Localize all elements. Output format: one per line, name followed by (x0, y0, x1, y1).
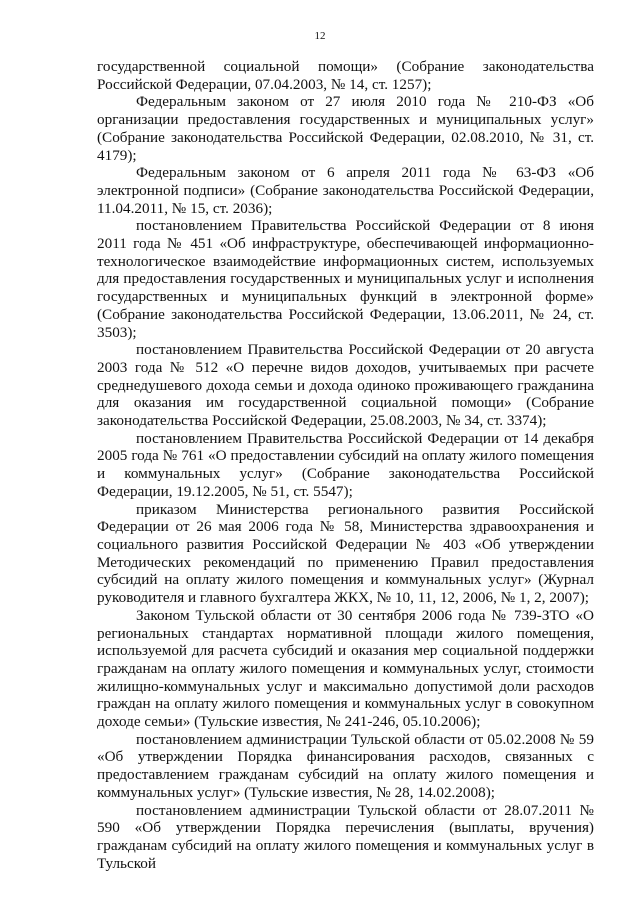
paragraph-2: Федеральным законом от 27 июля 2010 года № 210-ФЗ «Об организации предоставления государственных и муниципальных услуг» (Собрание законодательства Российской Федерации, 02.08.2010, № 31, ст. 4179); (97, 93, 594, 164)
paragraph-1: государственной социальной помощи» (Собрание законодательства Российской Федерации, 07.04.2003, № 14, ст. 1257); (97, 58, 594, 93)
paragraph-5: постановлением Правительства Российской Федерации от 20 августа 2003 года № 512 «О перечне видов доходов, учитываемых при расчете среднедушевого дохода семьи и дохода одиноко проживающего гражданина для оказания им государственной социальной помощи» (Собрание законодательства Российской Федерации, 25.08.2003, № 34, ст. 3374); (97, 341, 594, 430)
paragraph-8: Законом Тульской области от 30 сентября 2006 года № 739-ЗТО «О региональных стандартах нормативной площади жилого помещения, используемой для расчета субсидий и оказания мер социальной поддержки гражданам на оплату жилого помещения и коммунальных услуг, стоимости жилищно-коммунальных услуг и максимально допустимой доли расходов граждан на оплату жилого помещения и коммунальных услуг в совокупном доходе семьи» (Тульские известия, № 241-246, 05.10.2006); (97, 606, 594, 731)
document-body (97, 58, 594, 872)
paragraph-10: постановлением администрации Тульской области от 28.07.2011 № 590 «Об утверждении Порядка перечисления (выплаты, вручения) гражданам субсидий на оплату жилого помещения и коммунальных услуг в Тульской (97, 801, 594, 872)
paragraph-3: Федеральным законом от 6 апреля 2011 года № 63-ФЗ «Об электронной подписи» (Собрание законодательства Российской Федерации, 11.04.2011, № 15, ст. 2036); (97, 164, 594, 217)
page-number: 12 (314, 30, 326, 42)
paragraph-7: приказом Министерства регионального развития Российской Федерации от 26 мая 2006 года № 58, Министерства здравоохранения и социального развития Российской Федерации № 403 «Об утверждении Методических рекомендаций по применению Правил предоставления субсидий на оплату жилого помещения и коммунальных услуг» (Журнал руководителя и главного бухгалтера ЖКХ, № 10, 11, 12, 2006, № 1, 2, 2007); (97, 500, 594, 607)
paragraph-6: постановлением Правительства Российской Федерации от 14 декабря 2005 года № 761 «О предоставлении субсидий на оплату жилого помещения и коммунальных услуг» (Собрание законодательства Российской Федерации, 19.12.2005, № 51, ст. 5547); (97, 429, 594, 500)
paragraph-4: постановлением Правительства Российской Федерации от 8 июня 2011 года № 451 «Об инфраструктуре, обеспечивающей информационно-технологическое взаимодействие информационных систем, используемых для предоставления государственных и муниципальных услуг и исполнения государственных и муниципальных функций в электронной форме» (Собрание законодательства Российской Федерации, 13.06.2011, № 24, ст. 3503); (97, 217, 594, 341)
paragraph-9: постановлением администрации Тульской области от 05.02.2008 № 59 «Об утверждении Порядка финансирования расходов, связанных с предоставлением гражданам субсидий на оплату жилого помещения и коммунальных услуг» (Тульские известия, № 28, 14.02.2008); (97, 730, 594, 801)
